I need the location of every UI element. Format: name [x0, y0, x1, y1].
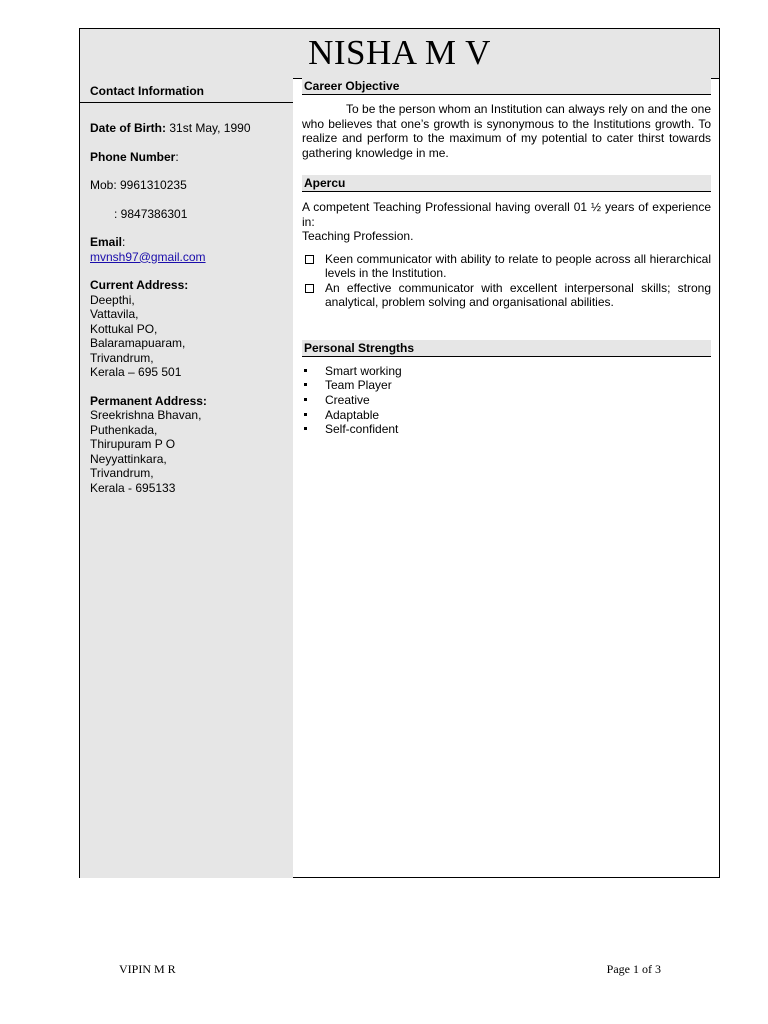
square-bullet-icon — [304, 398, 307, 401]
list-item — [302, 364, 711, 379]
apercu-text: A competent Teaching Professional having overall 01 ½ years of experience in: — [302, 200, 711, 229]
current-address-line: Kerala – 695 501 — [90, 365, 182, 379]
list-item — [302, 422, 711, 437]
resume-page — [79, 28, 720, 878]
email-line — [90, 235, 290, 250]
apercu-heading: Apercu — [302, 175, 711, 192]
list-item — [302, 408, 711, 423]
apercu-points — [302, 252, 711, 310]
strength-text: Self-confident — [325, 422, 399, 437]
permanent-address-line: Sreekrishna Bhavan, — [90, 408, 202, 422]
dob-line — [90, 121, 290, 136]
dob-label: Date of Birth: — [90, 121, 166, 135]
contact-details — [90, 121, 290, 495]
apercu-text-2: Teaching Profession. — [302, 229, 414, 243]
apercu-point-text: An effective communicator with excellent interpersonal skills; strong analytical, problem solving and organisational abilities. — [325, 280, 711, 309]
list-item — [302, 393, 711, 408]
strength-text: Creative — [325, 392, 370, 407]
list-item — [302, 378, 711, 393]
contact-heading: Contact Information — [80, 78, 293, 103]
email-label: Email — [90, 235, 123, 249]
phone-colon: : — [175, 149, 179, 164]
main-column — [302, 78, 711, 437]
list-item — [302, 252, 711, 281]
phone-line — [90, 150, 290, 165]
career-objective-text: To be the person whom an Institution can always rely on and the one who believes that one’s growth is synonymous to the Institutions growth. To realize and perform to the maximum of my potential to cater thirst towards gathering knowledge in me. — [302, 102, 711, 160]
career-objective-heading: Career Objective — [302, 78, 711, 95]
list-item — [302, 281, 711, 310]
email-line-2 — [90, 250, 290, 265]
permanent-address-line: Kerala - 695133 — [90, 480, 176, 495]
permanent-address-line: Puthenkada, — [90, 422, 158, 437]
current-address-line: Vattavila, — [90, 307, 139, 321]
current-address-line: Balaramapuaram, — [90, 336, 186, 350]
permanent-address-line: Trivandrum, — [90, 466, 154, 480]
strengths-list — [302, 364, 711, 438]
permanent-address-line: Thirupuram P O — [90, 437, 176, 451]
checkbox-bullet-icon — [305, 284, 314, 293]
strength-text: Adaptable — [325, 407, 380, 422]
permanent-address-label: Permanent Address: — [90, 393, 207, 408]
current-address-label: Current Address: — [90, 278, 189, 292]
permanent-address-line: Neyyattinkara, — [90, 451, 167, 466]
strength-text: Team Player — [325, 378, 392, 393]
strength-text: Smart working — [325, 363, 402, 378]
name-header — [80, 29, 719, 79]
current-address-line: Kottukal PO, — [90, 321, 158, 336]
contact-sidebar — [80, 78, 293, 878]
square-bullet-icon — [304, 369, 307, 372]
mobile-1: Mob: 9961310235 — [90, 178, 187, 192]
current-address-line: Deepthi, — [90, 292, 135, 307]
phone-label: Phone Number — [90, 149, 176, 164]
candidate-name: NISHA M V — [308, 33, 491, 72]
personal-strengths-heading: Personal Strengths — [302, 340, 711, 357]
email-link[interactable]: mvnsh97@gmail.com — [90, 249, 206, 264]
square-bullet-icon — [304, 427, 307, 430]
footer-author: VIPIN M R — [119, 962, 176, 976]
checkbox-bullet-icon — [305, 255, 314, 264]
apercu-point-text: Keen communicator with ability to relate to people across all hierarchical levels in the Institution. — [325, 251, 711, 280]
square-bullet-icon — [304, 413, 307, 416]
current-address-line: Trivandrum, — [90, 350, 154, 365]
dob-value: 31st May, 1990 — [169, 121, 251, 135]
mobile-2: : 9847386301 — [114, 206, 188, 221]
square-bullet-icon — [304, 383, 307, 386]
email-colon: : — [122, 235, 126, 249]
page-number: Page 1 of 3 — [606, 962, 661, 976]
